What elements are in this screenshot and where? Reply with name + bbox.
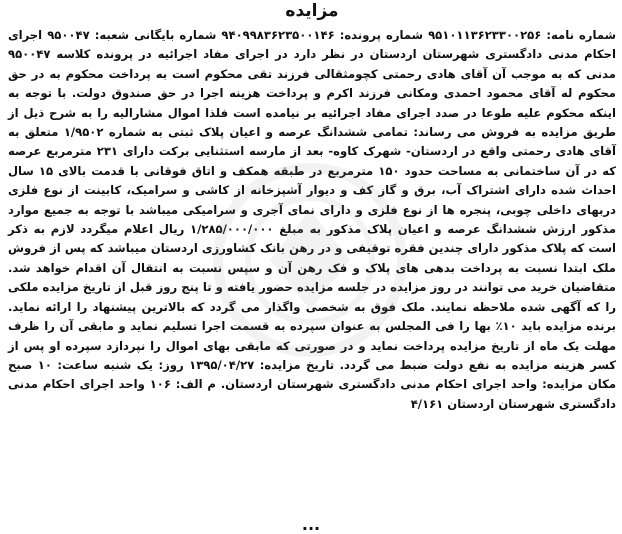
notice-title: مزایده	[285, 1, 339, 21]
footer-partial-text: ...	[301, 515, 321, 534]
notice-body: شماره نامه: ۹۵۱۰۱۱۳۶۲۳۳۰۰۲۵۶ شماره پرونده: ۹۴۰۹۹۸۳۶۲۳۵۰۰۱۴۶ شماره بایگانی شعبه: ۹۵۰۰۴۷ اجرای احکام مدنی دادگستری شهرستان اردستان در نظر دارد در اجرای مفاد اجرائیه در پرونده کلاسه ۹۵۰۰۴۷ مدنی که به موجب آن آقای هادی رحمتی کچومثقالی فرزند تقی محکوم است به پرداخت محکوم به در حق محکوم له آقای محمود احمدی ومکانی فرزند اکرم و پرداخت هزینه اجرا در حق صندوق دولت. با توجه به اینکه محکوم علیه طوعا در صدد اجرای مفاد اجرائیه بر نیامده است فلذا اموال مشارالیه را به شرح ذیل از طریق مزایده به فروش می رساند: تمامی ششدانگ عرصه و اعیان پلاک ثبتی به شماره ۱/۹۵۰۲ متعلق به آقای هادی رحمتی واقع در اردستان- شهرک کاوه- بعد از مارسه استثنایی برکت دارای ۲۳۱ مترمربع عرصه که در آن ساختمانی به مساحت حدود ۱۵۰ مترمربع در طبقه همکف و اتاق فوقانی با قدمت بالای ۱۵ سال احداث شده دارای اشتراک آب، برق و گاز کف و دیوار آشپزخانه از کاشی و سرامیک، کابینت از نوع فلزی دربهای داخلی چوبی، پنجره ها از نوع فلزی و دارای نمای آجری و سرامیکی میباشد با توجه به جمیع موارد مذکور ارزش ششدانگ عرصه و اعیان پلاک مذکور به مبلغ ۱/۲۸۵/۰۰۰/۰۰۰ ریال اعلام میگردد لازم به ذکر است که پلاک مذکور دارای چندین فقره توقیفی و در رهن بانک کشاورزی اردستان میباشد که پس از فروش ملک ابتدا نسبت به پرداخت بدهی های پلاک و فک رهن آن و سپس نسبت به انتقال آن اقدام خواهد شد. متقاضیان خرید می توانند در روز مزایده در جلسه مزایده حضور یافته و تا پنج روز قبل از تاریخ مزایده ملکی را که آگهی شده ملاحظه نمایند. ملک فوق به شخصی واگذار می گردد که بالاترین پیشنهاد را ارائه نماید. برنده مزایده باید ۱۰٪ بها را فی المجلس به عنوان سپرده به قسمت اجرا تسلیم نماید و مابقی آن را ظرف مهلت یک ماه از تاریخ مزایده پرداخت نماید و در صورتی که مابقی بهای اموال را نپردازد سپرده او پس از کسر هزینه مزایده به نفع دولت ضبط می گردد. تاریخ مزایده: ۱۳۹۵/۰۴/۲۷ روز: یک شنبه ساعت: ۱۰ صبح مکان مزایده: واحد اجرای احکام مدنی دادگستری شهرستان اردستان. م الف: ۱۰۶ واحد اجرای احکام مدنی دادگستری شهرستان اردستان ۴/۱۶۱	[8, 28, 617, 411]
